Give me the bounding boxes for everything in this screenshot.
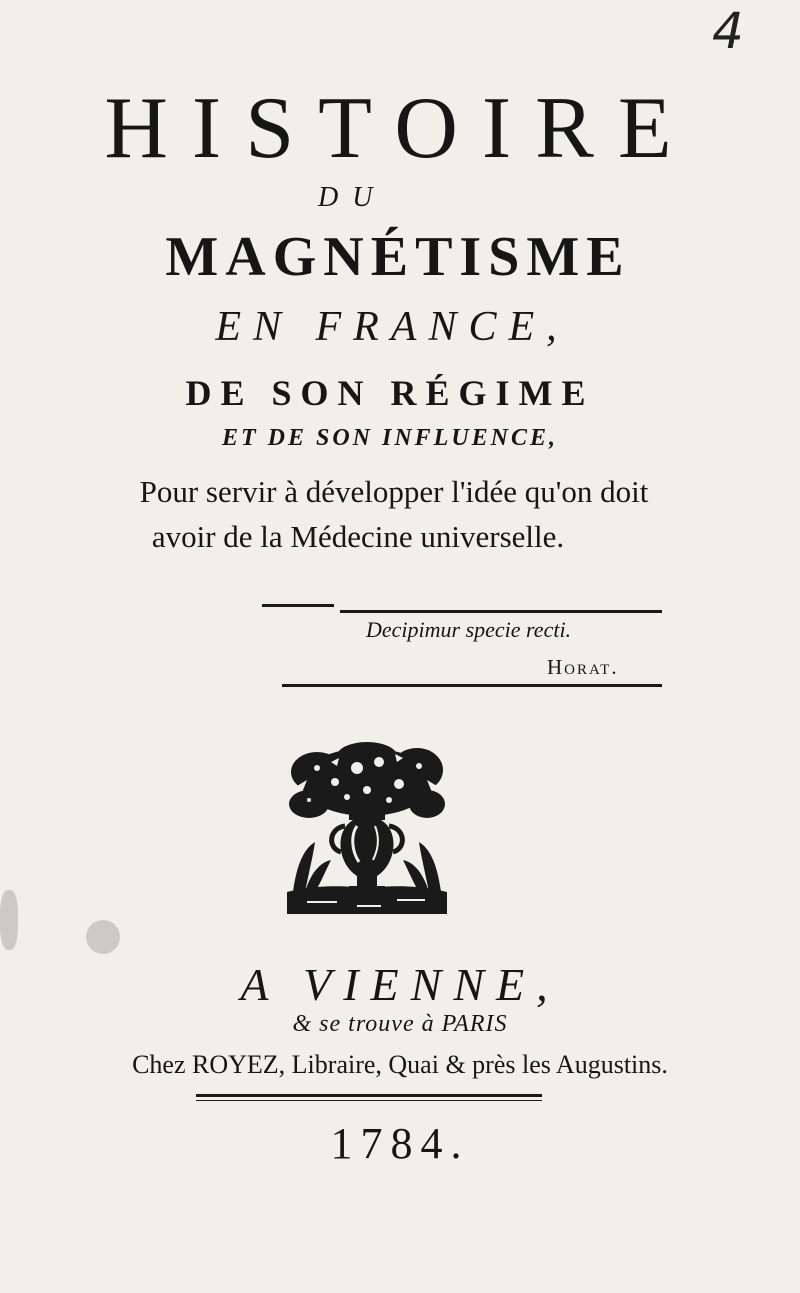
paper-stain: [0, 890, 18, 950]
epigraph-quote: Decipimur specie recti.: [366, 617, 572, 642]
title-line-influence: ET DE SON INFLUENCE,: [221, 425, 559, 451]
imprint-publisher: Chez ROYEZ, Libraire, Quai & près les Augustins.: [132, 1050, 668, 1079]
subtitle-line-2: avoir de la Médecine universelle.: [151, 519, 565, 554]
epigraph-rule-bottom: [282, 684, 662, 687]
folio-mark: 4: [712, 2, 744, 60]
vase-of-flowers-woodcut-icon: [287, 742, 447, 914]
title-line-histoire: HISTOIRE: [104, 80, 696, 177]
publication-year: 1784.: [330, 1119, 470, 1168]
epigraph-rule-top-right: [340, 610, 662, 613]
imprint-place: A VIENNE,: [240, 959, 560, 1010]
epigraph-author: Horat.: [547, 655, 619, 679]
subtitle-line-1: Pour servir à développer l'idée qu'on doit: [139, 474, 649, 509]
paper-stain: [86, 920, 120, 954]
imprint-also: & se trouve à PARIS: [292, 1011, 508, 1037]
imprint-rule-lower: [196, 1100, 542, 1101]
epigraph-rule-top-left: [262, 604, 334, 607]
title-line-magnetisme: MAGNÉTISME: [165, 226, 631, 288]
title-line-regime: DE SON RÉGIME: [185, 373, 595, 413]
title-line-en-france: EN FRANCE,: [215, 304, 569, 350]
imprint-rule-upper: [196, 1094, 542, 1097]
title-line-du: DU: [318, 182, 387, 213]
